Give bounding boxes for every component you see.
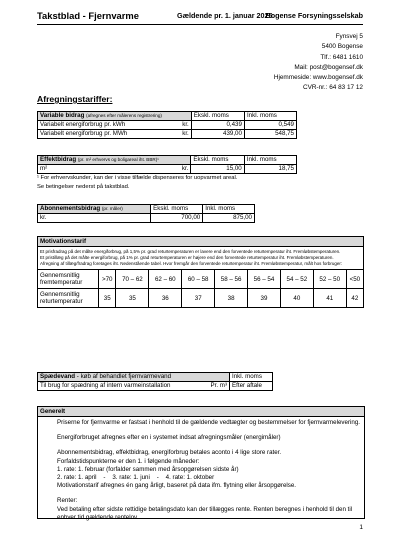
row-unit: kr.	[180, 165, 191, 174]
effekt-note: (pr. m² erhvervs og boligareal iht. BBR)¹	[77, 157, 159, 162]
general-p2: Energiforbruget afregnes efter en i systemet indsat afregningsmåler (energimåler)	[57, 434, 281, 442]
motivation-description	[38, 247, 363, 269]
spaedevand-header	[38, 373, 230, 382]
general-p3d: 2. rate: 1. april - 3. rate: 1. juni - 4. rate: 1. oktober	[57, 474, 215, 482]
spaedevand-incl-header: Inkl. moms	[230, 373, 273, 382]
motivation-box	[37, 236, 364, 308]
row-incl: 875,00	[203, 214, 255, 223]
row-label: m²	[38, 165, 180, 174]
abonnement-incl-header: Inkl. moms	[203, 205, 255, 214]
general-p1: Priserne for fjernvarme er fastsat i henhold til de gældende vedtægter og bestemmelser for fjernvarmelevering.	[57, 419, 360, 426]
row-label: Variabelt energiforbrug pr. kWh	[38, 121, 181, 130]
table-cell: 41	[313, 289, 346, 308]
variable-table	[37, 111, 297, 139]
row-label: Til brug for spædning af intern varmeinstallation	[38, 382, 201, 391]
row-label: Gennemsnitlig returtemperatur	[38, 289, 99, 308]
row-unit: kr.	[180, 121, 191, 130]
table-cell: 52 – 50	[313, 270, 346, 289]
table-cell: 70 – 62	[116, 270, 149, 289]
table-cell: 37	[182, 289, 215, 308]
page-header	[37, 10, 363, 25]
motivation-desc-1: Et prisfradrag på det målte energiforbrug, på 1,5% pr. grad returtemperaturen er lavere end den forventede returtemperatur iht. Fremløbstemperaturen.	[40, 249, 341, 254]
document-title: Takstblad - Fjernvarme	[37, 10, 139, 21]
table-cell: 56 – 54	[248, 270, 281, 289]
general-title: Generelt	[38, 407, 364, 417]
table-cell: >70	[99, 270, 116, 289]
table-row	[38, 165, 297, 174]
abonnement-table	[37, 204, 255, 223]
address-mail: Mail: post@bogensef.dk	[294, 63, 363, 71]
address-cvr: CVR-nr.: 64 83 17 12	[302, 84, 363, 92]
table-cell: 54 – 52	[280, 270, 313, 289]
effekt-table	[37, 155, 297, 174]
table-cell: 35	[116, 289, 149, 308]
abonnement-note: (pr. måler)	[101, 206, 123, 211]
table-cell: 38	[215, 289, 248, 308]
row-unit: Pr. m³	[200, 382, 230, 391]
table-cell: 35	[99, 289, 116, 308]
valid-from: Gældende pr. 1. januar 2025	[177, 11, 273, 20]
abonnement-header	[38, 205, 151, 214]
table-row	[38, 270, 363, 289]
row-value: Efter aftale	[230, 382, 273, 391]
variable-note: (afregnes efter målerens registrering)	[86, 113, 162, 118]
section-title: Afregningstariffer:	[37, 94, 113, 104]
spaedevand-subtitle: - køb af behandlet fjernvarmevand	[75, 373, 172, 380]
variable-incl-header: Inkl. moms	[244, 112, 296, 121]
general-p3e: Motivationstarif afregnes én gang årligt, baseret på data ifm. flytning eller årsopgørelse.	[57, 482, 297, 490]
table-cell: 58 – 56	[215, 270, 248, 289]
address-street: Fynsvej 5	[335, 33, 363, 40]
motivation-desc-3: Afregning af tillæg/fradrag foretages iht. Nedenstående tabel. Hvor fremgår den forventede returtemperatur iht. Fremløbstemperatur, målt hos forbruger:	[40, 261, 343, 266]
table-row	[38, 382, 273, 391]
variable-title: Variable bidrag	[40, 112, 85, 119]
spaedevand-title: Spædevand	[40, 373, 76, 380]
spaedevand-table	[37, 372, 273, 391]
effekt-title: Effektbidrag	[40, 156, 77, 163]
effekt-footnote: ¹ For erhvervskunder, kan der i visse tilfælde dispenseres for uopvarmet areal.	[37, 175, 238, 181]
abonnement-excl-header: Ekskl. moms	[151, 205, 203, 214]
motivation-desc-2: Et pristillæg på det målte energiforbrug, på 1% pr. grad returtemperaturen er højere end den forventede returtemperatur iht. Fremløbstemperaturen.	[40, 255, 334, 260]
table-cell: 39	[248, 289, 281, 308]
row-excl: 15,00	[191, 165, 244, 174]
row-excl: 700,00	[151, 214, 203, 223]
table-cell: 62 – 60	[149, 270, 182, 289]
address-phone: Tlf.: 6481 1610	[320, 53, 363, 61]
general-p4a: Renter:	[57, 497, 78, 505]
row-label: Variabelt energiforbrug pr. MWh	[38, 130, 181, 139]
effekt-footnote-2: Se betingelser nederst på takstblad.	[37, 184, 130, 190]
table-cell: 36	[149, 289, 182, 308]
motivation-table	[38, 269, 363, 307]
general-p3c: 1. rate: 1. februar (forfalder sammen med årsopgørelsen sidste år)	[57, 465, 239, 473]
motivation-title: Motivationstarif	[38, 237, 363, 247]
table-row	[38, 289, 363, 308]
row-label: kr.	[38, 214, 151, 223]
row-unit: kr.	[180, 130, 191, 139]
general-body	[38, 417, 364, 522]
table-cell: <50	[346, 270, 363, 289]
address-block	[274, 32, 363, 94]
row-excl: 439,00	[191, 130, 244, 139]
table-row	[38, 214, 255, 223]
general-p3a: Abonnementsbidrag, effektbidrag, energiforbrug betales aconto i 4 lige store rater.	[57, 449, 282, 457]
general-box	[37, 406, 365, 519]
variable-excl-header: Ekskl. moms	[191, 112, 244, 121]
table-cell: 60 – 58	[182, 270, 215, 289]
table-cell: 42	[346, 289, 363, 308]
company-name: Bogense Forsyningsselskab	[265, 11, 363, 20]
abonnement-title: Abonnementsbidrag	[40, 205, 101, 212]
row-incl: 18,75	[244, 165, 296, 174]
row-excl: 0,439	[191, 121, 244, 130]
row-incl: 548,75	[244, 130, 296, 139]
address-city: 5400 Bogense	[321, 43, 363, 51]
table-row	[38, 130, 297, 139]
table-row	[38, 121, 297, 130]
page-number: 1	[359, 524, 363, 531]
row-label: Gennemsnitlig fremtemperatur	[38, 270, 99, 289]
address-web: Hjemmeside: www.bogensef.dk	[273, 74, 363, 82]
variable-header	[38, 112, 192, 121]
general-p3b: Forfaldstidspunkterne er den 1. i følgende måneder:	[57, 457, 200, 465]
row-incl: 0,549	[244, 121, 296, 130]
effekt-excl-header: Ekskl. moms	[191, 156, 244, 165]
table-cell: 40	[280, 289, 313, 308]
general-p4b: Ved betaling efter sidste rettidige betalingsdato kan der tillægges rente. Renten beregnes i henhold til den til enhver tid gældende rentelov.	[57, 505, 353, 521]
effekt-incl-header: Inkl. moms	[244, 156, 296, 165]
effekt-header	[38, 156, 191, 165]
